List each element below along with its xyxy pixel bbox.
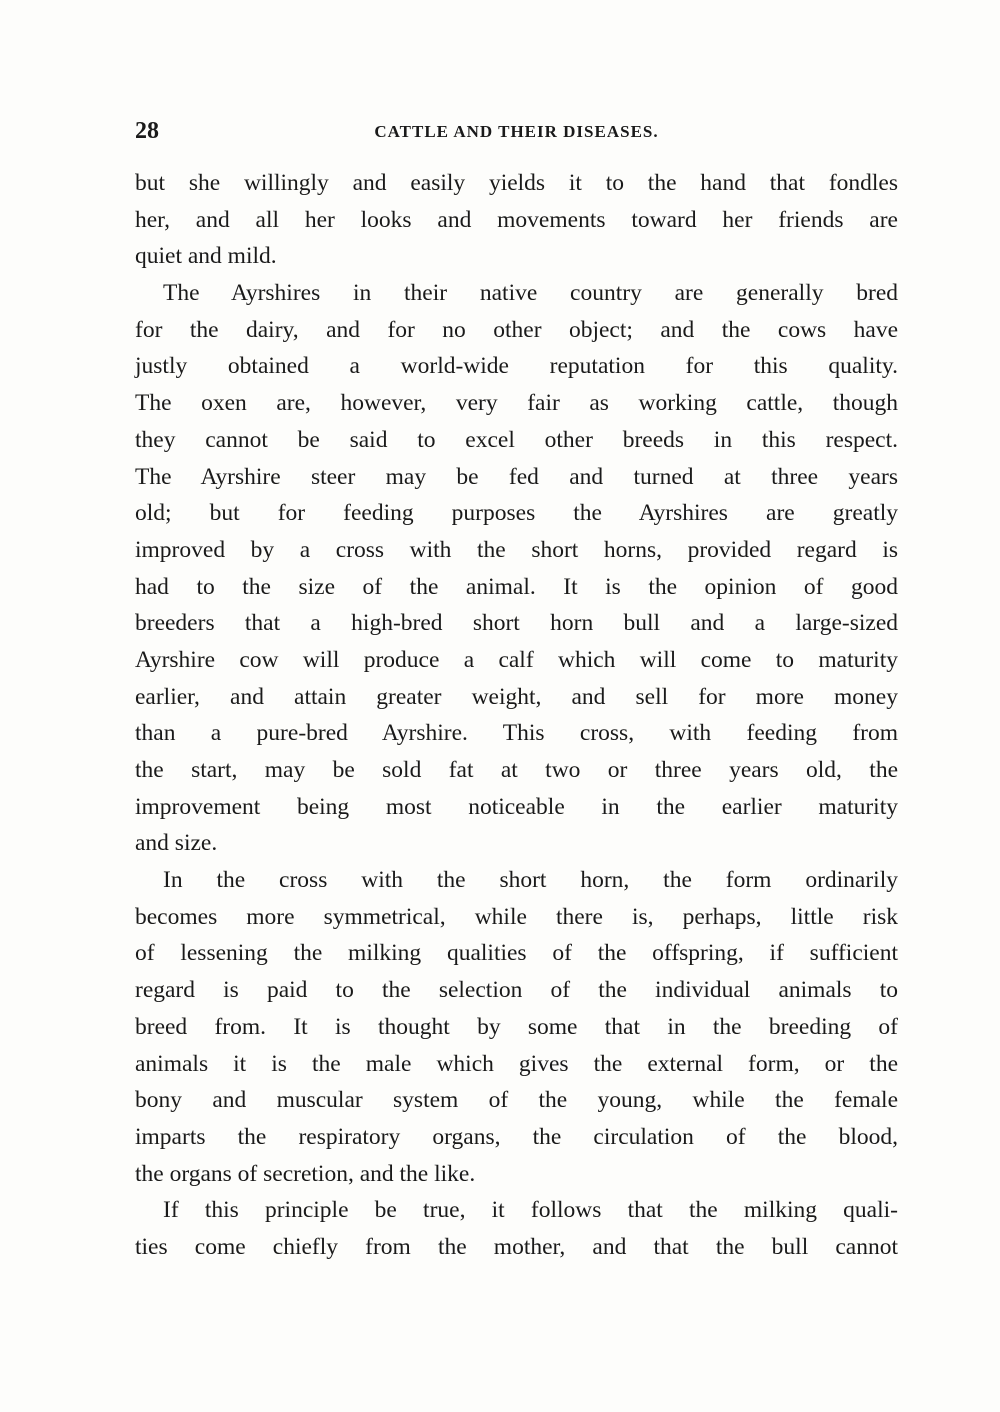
line-text: old; but for feeding purposes the Ayrshires are greatly [135,500,898,527]
text-line [135,202,898,239]
text-line [135,275,898,312]
text-line [135,825,898,862]
line-text: animals it is the male which gives the external form, or the [135,1050,898,1077]
text-line [135,165,898,202]
line-text: they cannot be said to excel other breeds in this respect. [135,426,898,453]
text-line [135,569,898,606]
line-text: regard is paid to the selection of the individual animals to [135,977,898,1004]
text-line [135,422,898,459]
text-line [135,1156,898,1193]
line-text: The oxen are, however, very fair as working cattle, though [135,390,898,417]
text-line [135,348,898,385]
text-line [135,642,898,679]
line-text: improved by a cross with the short horns, provided regard is [135,536,898,563]
line-text: and size. [135,830,218,857]
line-text: Ayrshire cow will produce a calf which will come to maturity [135,646,898,673]
line-text: The Ayrshires in their native country are generally bred [163,280,898,307]
line-text: imparts the respiratory organs, the circulation of the blood, [135,1123,898,1150]
line-text: of lessening the milking qualities of the offspring, if sufficient [135,940,898,967]
line-text: justly obtained a world-wide reputation for this quality. [135,353,898,380]
running-header [135,118,898,148]
line-text: ties come chiefly from the mother, and that the bull cannot [135,1233,898,1260]
text-line [135,605,898,642]
line-text: the start, may be sold fat at two or three years old, the [135,757,898,783]
line-text: her, and all her looks and movements toward her friends are [135,206,898,233]
text-line [135,715,898,752]
text-line [135,752,898,789]
text-line [135,789,898,826]
line-text: becomes more symmetrical, while there is, perhaps, little risk [135,903,898,930]
line-text: quiet and mild. [135,243,277,270]
text-line [135,1082,898,1119]
line-text: breed from. It is thought by some that in the breeding of [135,1013,898,1040]
text-line [135,899,898,936]
line-text: than a pure-bred Ayrshire. This cross, with feeding from [135,720,898,747]
text-line [135,1009,898,1046]
text-line [135,238,898,275]
line-text: improvement being most noticeable in the earlier maturity [135,793,898,820]
line-text: for the dairy, and for no other object; and the cows have [135,316,898,343]
line-text: breeders that a high-bred short horn bull and a large-sized [135,610,898,637]
text-line [135,532,898,569]
text-line [135,459,898,496]
text-line [135,385,898,422]
line-text: If this principle be true, it follows that the milking quali- [163,1197,898,1224]
text-line [135,1119,898,1156]
line-text: bony and muscular system of the young, while the female [135,1087,898,1114]
text-line [135,1046,898,1083]
text-line [135,935,898,972]
text-line [135,312,898,349]
line-text: earlier, and attain greater weight, and sell for more money [135,683,898,710]
text-line [135,679,898,716]
line-text: had to the size of the animal. It is the opinion of good [135,573,898,600]
text-line [135,495,898,532]
text-line [135,1229,898,1266]
line-text: The Ayrshire steer may be fed and turned at three years [135,463,898,490]
line-text: but she willingly and easily yields it to the hand that fondles [135,170,898,196]
text-line [135,1192,898,1229]
page-body [135,165,898,1266]
running-title: CATTLE AND THEIR DISEASES. [374,122,659,141]
line-text: the organs of secretion, and the like. [135,1160,476,1187]
text-line [135,972,898,1009]
text-line [135,862,898,899]
page-number: 28 [135,118,159,144]
line-text: In the cross with the short horn, the form ordinarily [163,867,898,894]
